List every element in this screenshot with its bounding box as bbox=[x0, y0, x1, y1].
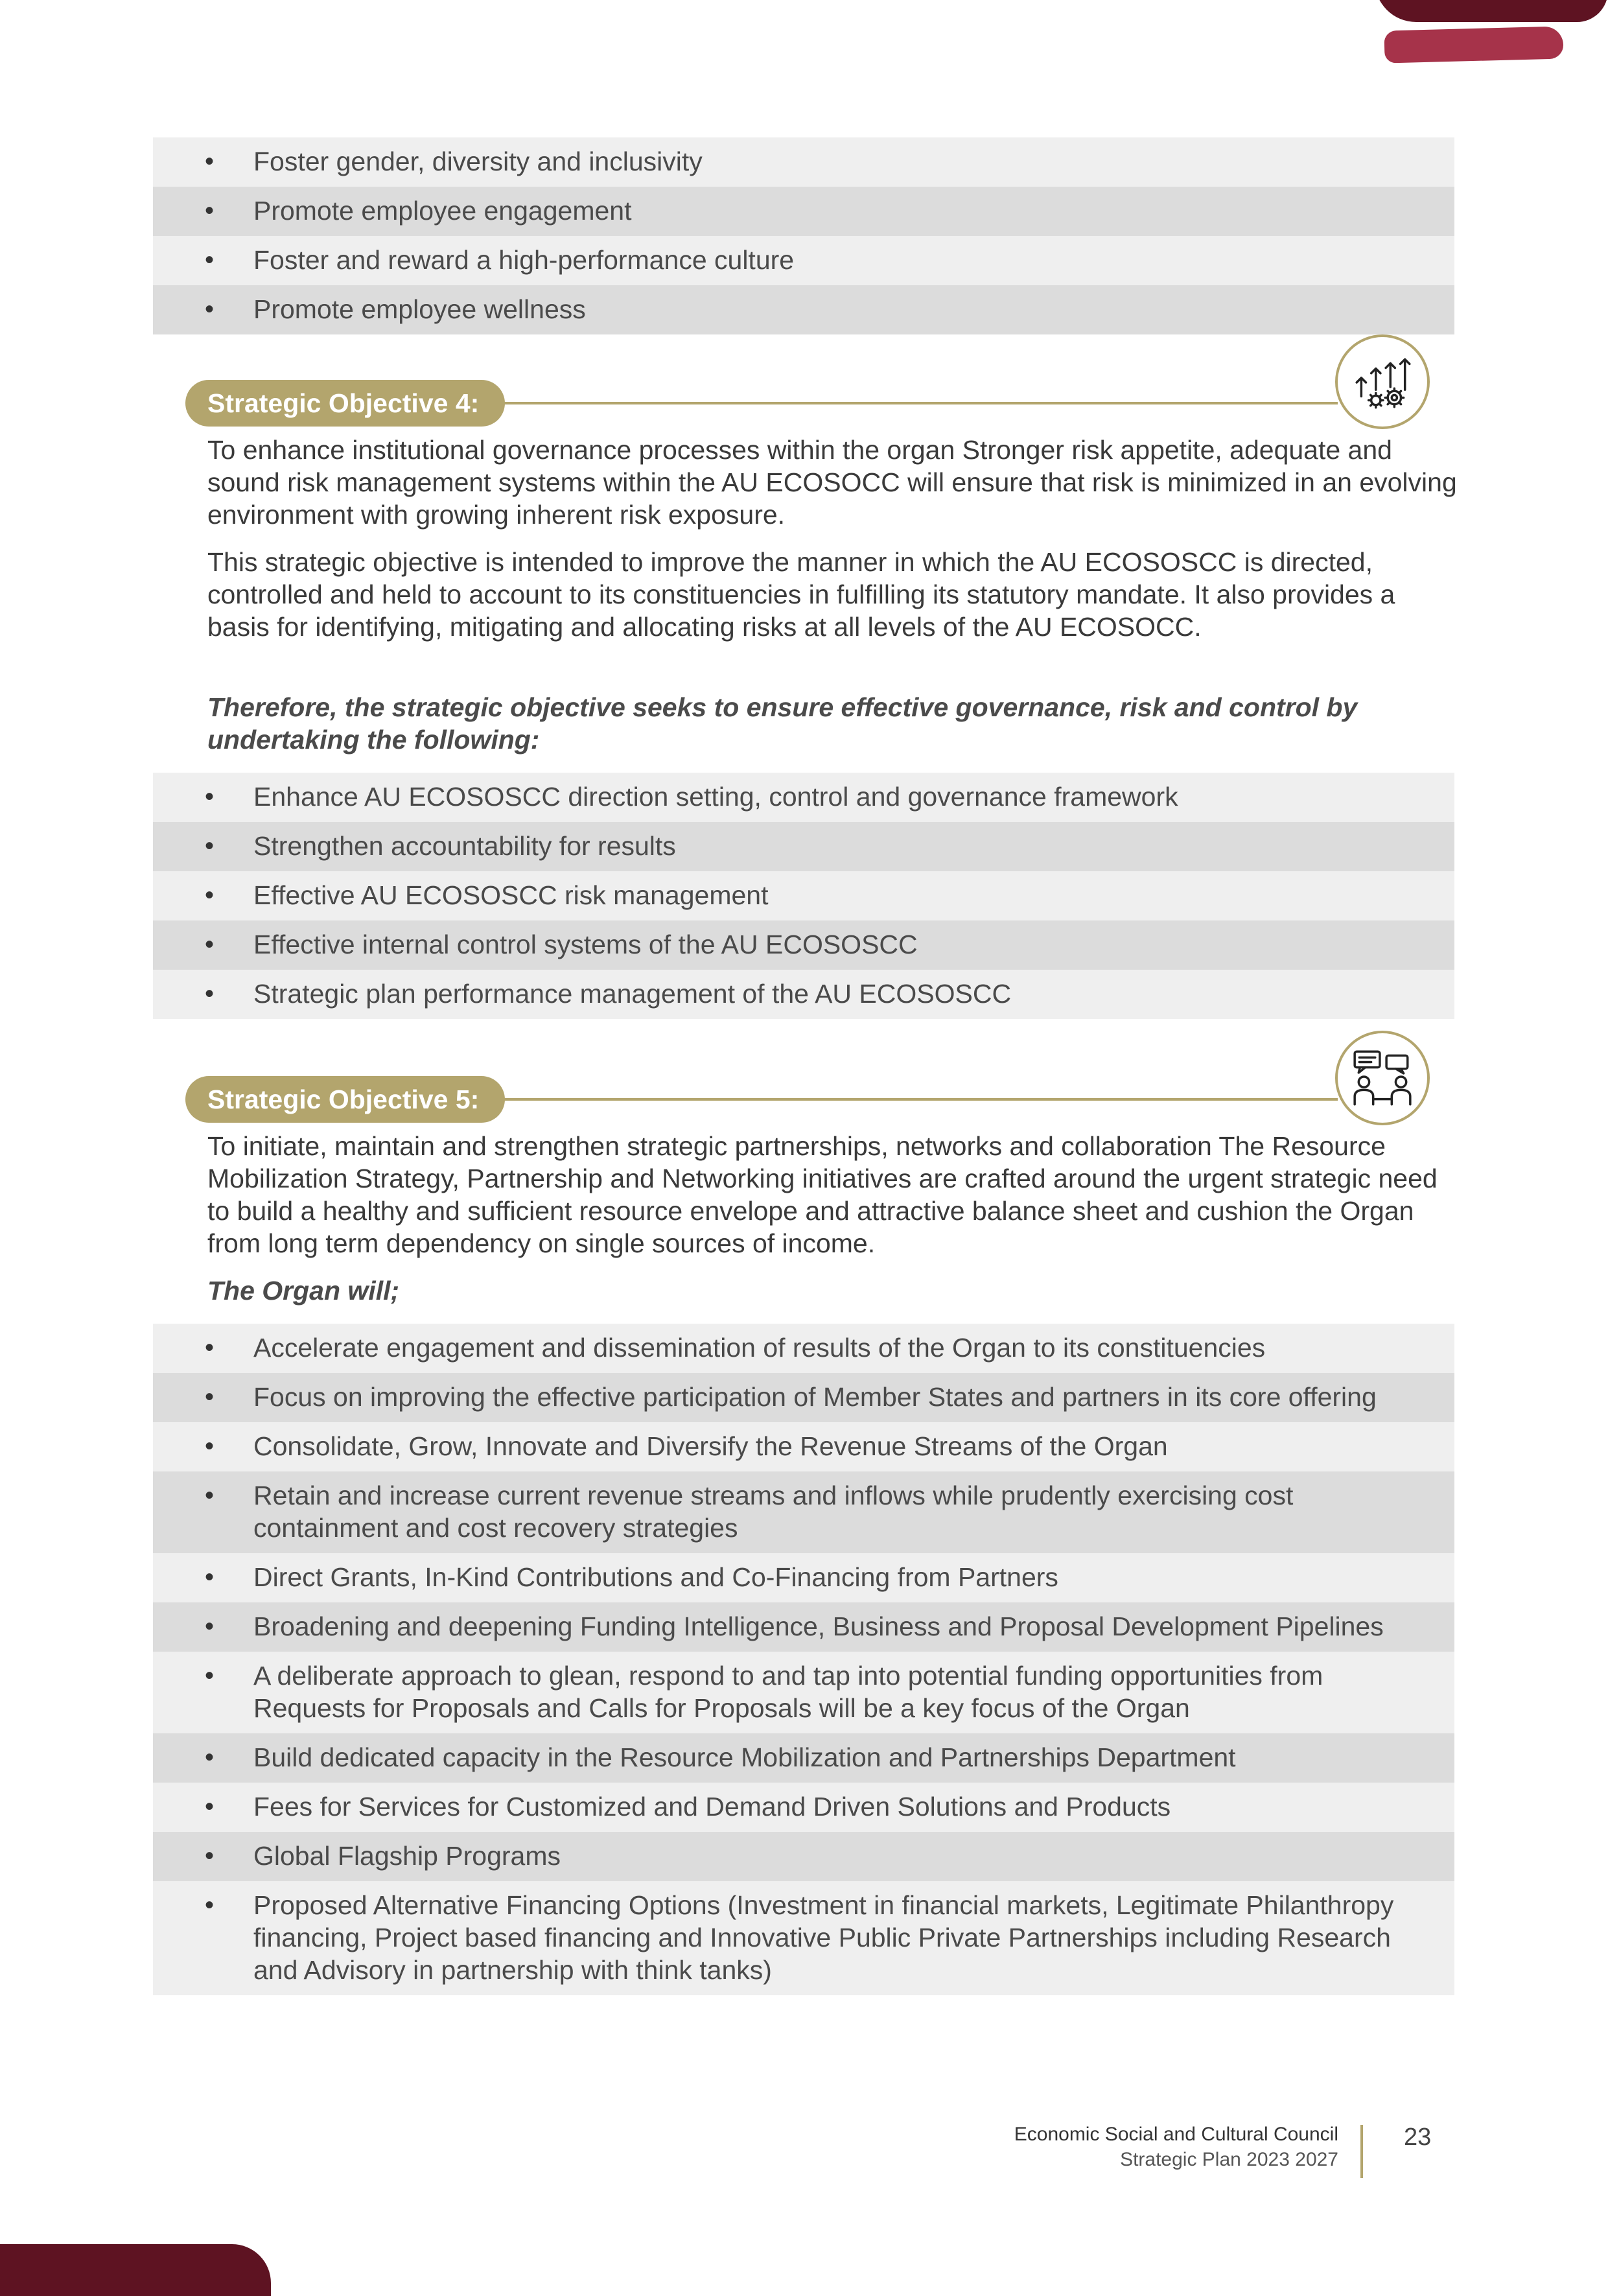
top-corner-decoration bbox=[1375, 0, 1608, 22]
footer-organization: Economic Social and Cultural Council bbox=[1014, 2124, 1338, 2145]
list-item: • Retain and increase current revenue streams and inflows while prudently exercising cost containment and cost recovery strategies bbox=[153, 1471, 1454, 1553]
list-item: • Strategic plan performance management of the AU ECOSOSCC bbox=[153, 970, 1454, 1019]
list-item: • Proposed Alternative Financing Options (Investment in financial markets, Legitimate Philanthropy financing, Project based financing and Innovative Public Private Partnerships including Research and Advisory in partnership with think tanks) bbox=[153, 1881, 1454, 1995]
bullet-icon: • bbox=[205, 246, 215, 274]
list-item: • Foster and reward a high-performance culture bbox=[153, 236, 1454, 285]
bullet-icon: • bbox=[205, 782, 215, 811]
bullet-icon: • bbox=[205, 1333, 215, 1362]
bullet-icon: • bbox=[205, 1563, 215, 1591]
list-item: • Enhance AU ECOSOSCC direction setting, control and governance framework bbox=[153, 773, 1454, 822]
page-number: 23 bbox=[1404, 2124, 1432, 2151]
list-item: • Global Flagship Programs bbox=[153, 1832, 1454, 1881]
objective-5-header bbox=[185, 1076, 1428, 1123]
objective-4-lead-in: Therefore, the strategic objective seeks to ensure effective governance, risk and control by undertaking the following: bbox=[207, 692, 1358, 755]
employee-goals-list bbox=[153, 137, 1454, 334]
objective-4-label: Strategic Objective 4: bbox=[185, 380, 505, 427]
bullet-icon: • bbox=[205, 1432, 215, 1460]
list-item: • Focus on improving the effective participation of Member States and partners in its core offering bbox=[153, 1373, 1454, 1422]
bullet-icon: • bbox=[205, 1743, 215, 1772]
list-item: • Promote employee engagement bbox=[153, 187, 1454, 236]
list-item: • A deliberate approach to glean, respond to and tap into potential funding opportunities from Requests for Proposals and Calls for Proposals will be a key focus of the Organ bbox=[153, 1652, 1454, 1733]
list-item: • Consolidate, Grow, Innovate and Diversify the Revenue Streams of the Organ bbox=[153, 1422, 1454, 1471]
objective-4-list bbox=[153, 773, 1454, 1019]
bullet-icon: • bbox=[205, 930, 215, 959]
objective-4-header bbox=[185, 380, 1428, 427]
top-accent-stroke bbox=[1384, 26, 1563, 63]
bullet-icon: • bbox=[205, 1661, 215, 1690]
bullet-icon: • bbox=[205, 1891, 215, 1919]
objective-5-lead-in: The Organ will; bbox=[207, 1276, 400, 1306]
growth-arrows-gears-icon bbox=[1335, 334, 1430, 429]
partnership-dialogue-icon bbox=[1335, 1031, 1430, 1125]
list-item: • Broadening and deepening Funding Intelligence, Business and Proposal Development Pipelines bbox=[153, 1602, 1454, 1652]
list-item: • Accelerate engagement and dissemination of results of the Organ to its constituencies bbox=[153, 1324, 1454, 1373]
bullet-icon: • bbox=[205, 1842, 215, 1870]
objective-4-divider bbox=[503, 402, 1338, 404]
bullet-icon: • bbox=[205, 979, 215, 1008]
list-item: • Fees for Services for Customized and Demand Driven Solutions and Products bbox=[153, 1783, 1454, 1832]
footer-document-title: Strategic Plan 2023 2027 bbox=[1120, 2149, 1338, 2170]
objective-5-label: Strategic Objective 5: bbox=[185, 1076, 505, 1123]
bullet-icon: • bbox=[205, 1383, 215, 1411]
bullet-icon: • bbox=[205, 1792, 215, 1821]
objective-4-intro: To enhance institutional governance processes within the organ Stronger risk appetite, adequate and sound risk management systems within the AU ECOSOCC will ensure that risk is minimized in an evolving environment with growing inherent risk exposure. bbox=[207, 435, 1457, 530]
list-item: • Effective AU ECOSOSCC risk management bbox=[153, 871, 1454, 920]
list-item: • Promote employee wellness bbox=[153, 285, 1454, 334]
bottom-corner-decoration bbox=[0, 2244, 271, 2296]
bullet-icon: • bbox=[205, 1612, 215, 1641]
objective-5-intro: To initiate, maintain and strengthen strategic partnerships, networks and collaboration The Resource Mobilization Strategy, Partnership and Networking initiatives are crafted around the urgent strategic need to build a healthy and sufficient resource envelope and attractive balance sheet and cushion the Organ from long term dependency on single sources of income. bbox=[207, 1131, 1438, 1258]
bullet-icon: • bbox=[205, 1481, 215, 1510]
bullet-icon: • bbox=[205, 295, 215, 323]
list-item: • Foster gender, diversity and inclusivity bbox=[153, 137, 1454, 187]
list-item: • Strengthen accountability for results bbox=[153, 822, 1454, 871]
bullet-icon: • bbox=[205, 832, 215, 860]
objective-5-list bbox=[153, 1324, 1454, 1995]
bullet-icon: • bbox=[205, 196, 215, 225]
list-item: • Build dedicated capacity in the Resource Mobilization and Partnerships Department bbox=[153, 1733, 1454, 1783]
objective-5-divider bbox=[503, 1098, 1338, 1101]
bullet-icon: • bbox=[205, 147, 215, 176]
list-item: • Direct Grants, In-Kind Contributions and Co-Financing from Partners bbox=[153, 1553, 1454, 1602]
footer-divider bbox=[1360, 2125, 1363, 2178]
bullet-icon: • bbox=[205, 881, 215, 909]
list-item: • Effective internal control systems of the AU ECOSOSCC bbox=[153, 920, 1454, 970]
objective-4-description: This strategic objective is intended to improve the manner in which the AU ECOSOSCC is directed, controlled and held to account to its constituencies in fulfilling its statutory mandate. It also provides a basis for identifying, mitigating and allocating risks at all levels of the AU ECOSOCC. bbox=[207, 547, 1395, 642]
